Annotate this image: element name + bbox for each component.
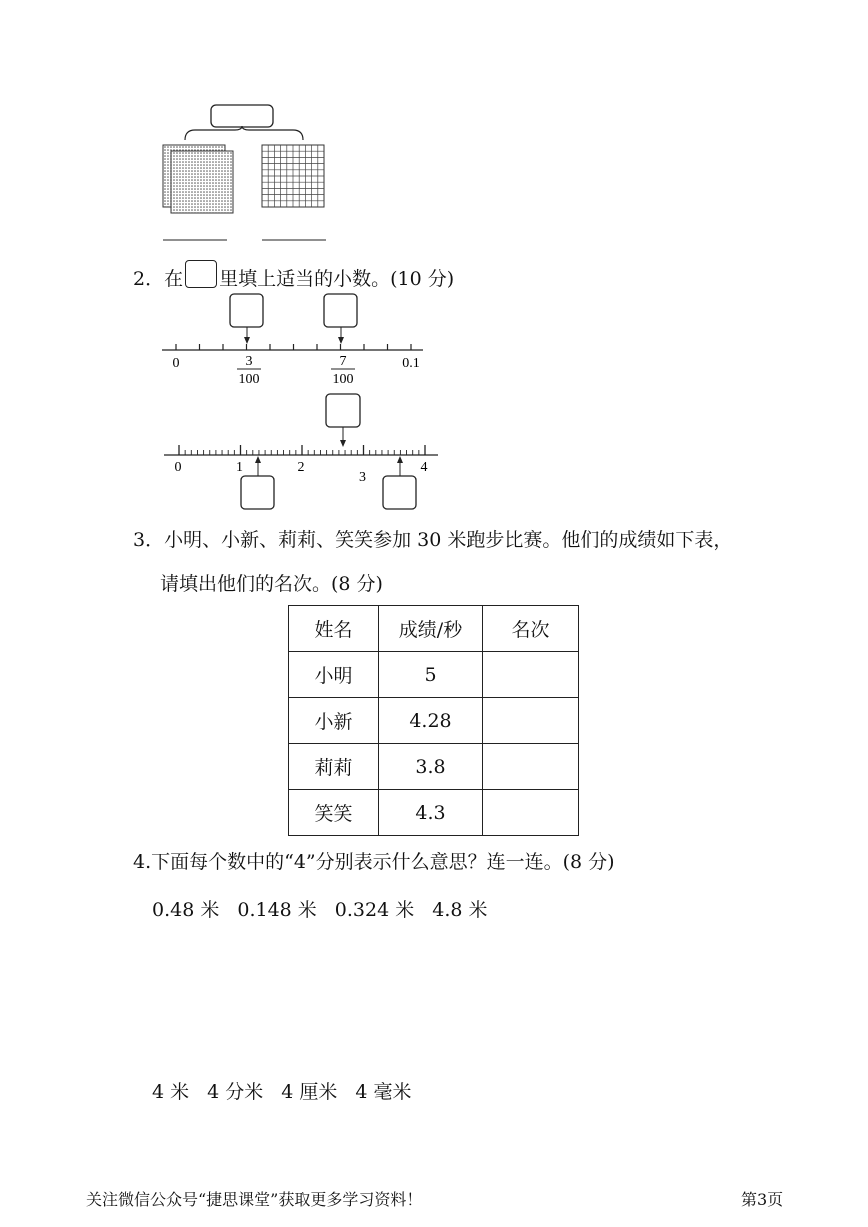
q4-bottom-item[interactable]: 4 厘米 xyxy=(281,1081,338,1103)
nl1-frac-a-num: 3 xyxy=(245,354,253,369)
q1-figure xyxy=(155,98,345,248)
nl2-label: 2 xyxy=(297,460,305,475)
q4-top-items xyxy=(152,895,488,922)
q2-question xyxy=(133,260,454,291)
table-cell-rank-input[interactable] xyxy=(483,698,579,744)
q3-number: 3． xyxy=(133,529,165,551)
q4-bottom-item[interactable]: 4 分米 xyxy=(207,1081,264,1103)
table-row xyxy=(289,698,579,744)
q3-question-line2 xyxy=(160,572,383,596)
q3-text-2: 请填出他们的名次。(8 分) xyxy=(160,573,383,595)
table-header-rank: 名次 xyxy=(483,606,579,652)
nl2-label: 1 xyxy=(236,460,243,475)
nl1-frac-a-den: 100 xyxy=(238,372,260,387)
q4-top-item[interactable]: 4.8 米 xyxy=(432,899,488,921)
q1-grid-square xyxy=(262,145,324,207)
q1-answer-box[interactable] xyxy=(211,105,273,127)
q2-number-line-1 xyxy=(155,288,445,388)
q1-brace xyxy=(185,126,303,140)
nl1-label-0: 0 xyxy=(172,356,180,371)
table-cell-rank-input[interactable] xyxy=(483,790,579,836)
q4-question xyxy=(133,850,615,874)
q4-top-item[interactable]: 0.48 米 xyxy=(152,899,220,921)
q2-box-c[interactable] xyxy=(326,394,360,427)
table-cell-name: 笑笑 xyxy=(289,790,379,836)
q1-square-front xyxy=(171,151,233,213)
footer-note: 关注微信公众号“捷思课堂”获取更多学习资料！ xyxy=(86,1190,423,1209)
q2-suffix: 里填上适当的小数。(10 分) xyxy=(219,268,455,290)
q3-question-line1 xyxy=(133,528,732,552)
nl2-label: 4 xyxy=(420,460,428,475)
q2-box-a[interactable] xyxy=(230,294,263,327)
table-cell-name: 小明 xyxy=(289,652,379,698)
nl1-frac-b-den: 100 xyxy=(332,372,354,387)
table-cell-score: 5 xyxy=(379,652,483,698)
page-number: 第3页 xyxy=(741,1190,784,1209)
table-row xyxy=(289,652,579,698)
arrow-up-icon xyxy=(397,456,403,463)
q4-bottom-item[interactable]: 4 米 xyxy=(152,1081,190,1103)
q4-bottom-items xyxy=(152,1077,412,1104)
nl1-frac-b-num: 7 xyxy=(339,354,347,369)
table-cell-rank-input[interactable] xyxy=(483,652,579,698)
table-cell-name: 莉莉 xyxy=(289,744,379,790)
q4-bottom-item[interactable]: 4 毫米 xyxy=(355,1081,412,1103)
q4-top-item[interactable]: 0.148 米 xyxy=(237,899,317,921)
q2-box-b[interactable] xyxy=(324,294,357,327)
arrow-up-icon xyxy=(255,456,261,463)
nl2-label: 0 xyxy=(174,460,182,475)
table-header-name: 姓名 xyxy=(289,606,379,652)
table-cell-score: 4.3 xyxy=(379,790,483,836)
q4-top-item[interactable]: 0.324 米 xyxy=(334,899,415,921)
table-cell-score: 4.28 xyxy=(379,698,483,744)
arrow-down-icon xyxy=(338,337,344,344)
arrow-down-icon xyxy=(340,440,346,447)
table-row xyxy=(289,790,579,836)
table-cell-score: 3.8 xyxy=(379,744,483,790)
q2-inline-box xyxy=(185,260,217,288)
table-row xyxy=(289,744,579,790)
table-header-row xyxy=(289,606,579,652)
q3-score-table xyxy=(288,605,579,836)
q2-number-line-2 xyxy=(155,390,455,512)
q4-text: 4.下面每个数中的“4”分别表示什么意思？连一连。(8 分) xyxy=(133,851,615,873)
arrow-down-icon xyxy=(244,337,250,344)
table-cell-rank-input[interactable] xyxy=(483,744,579,790)
nl1-label-end: 0.1 xyxy=(402,356,420,371)
q2-box-e[interactable] xyxy=(383,476,416,509)
q2-box-d[interactable] xyxy=(241,476,274,509)
nl2-label: 3 xyxy=(359,470,366,485)
q2-number: 2． xyxy=(133,268,165,290)
table-header-score: 成绩/秒 xyxy=(379,606,483,652)
q2-prefix: 在 xyxy=(164,268,184,290)
table-cell-name: 小新 xyxy=(289,698,379,744)
q3-text-1: 小明、小新、莉莉、笑笑参加 30 米跑步比赛。他们的成绩如下表， xyxy=(164,529,733,551)
